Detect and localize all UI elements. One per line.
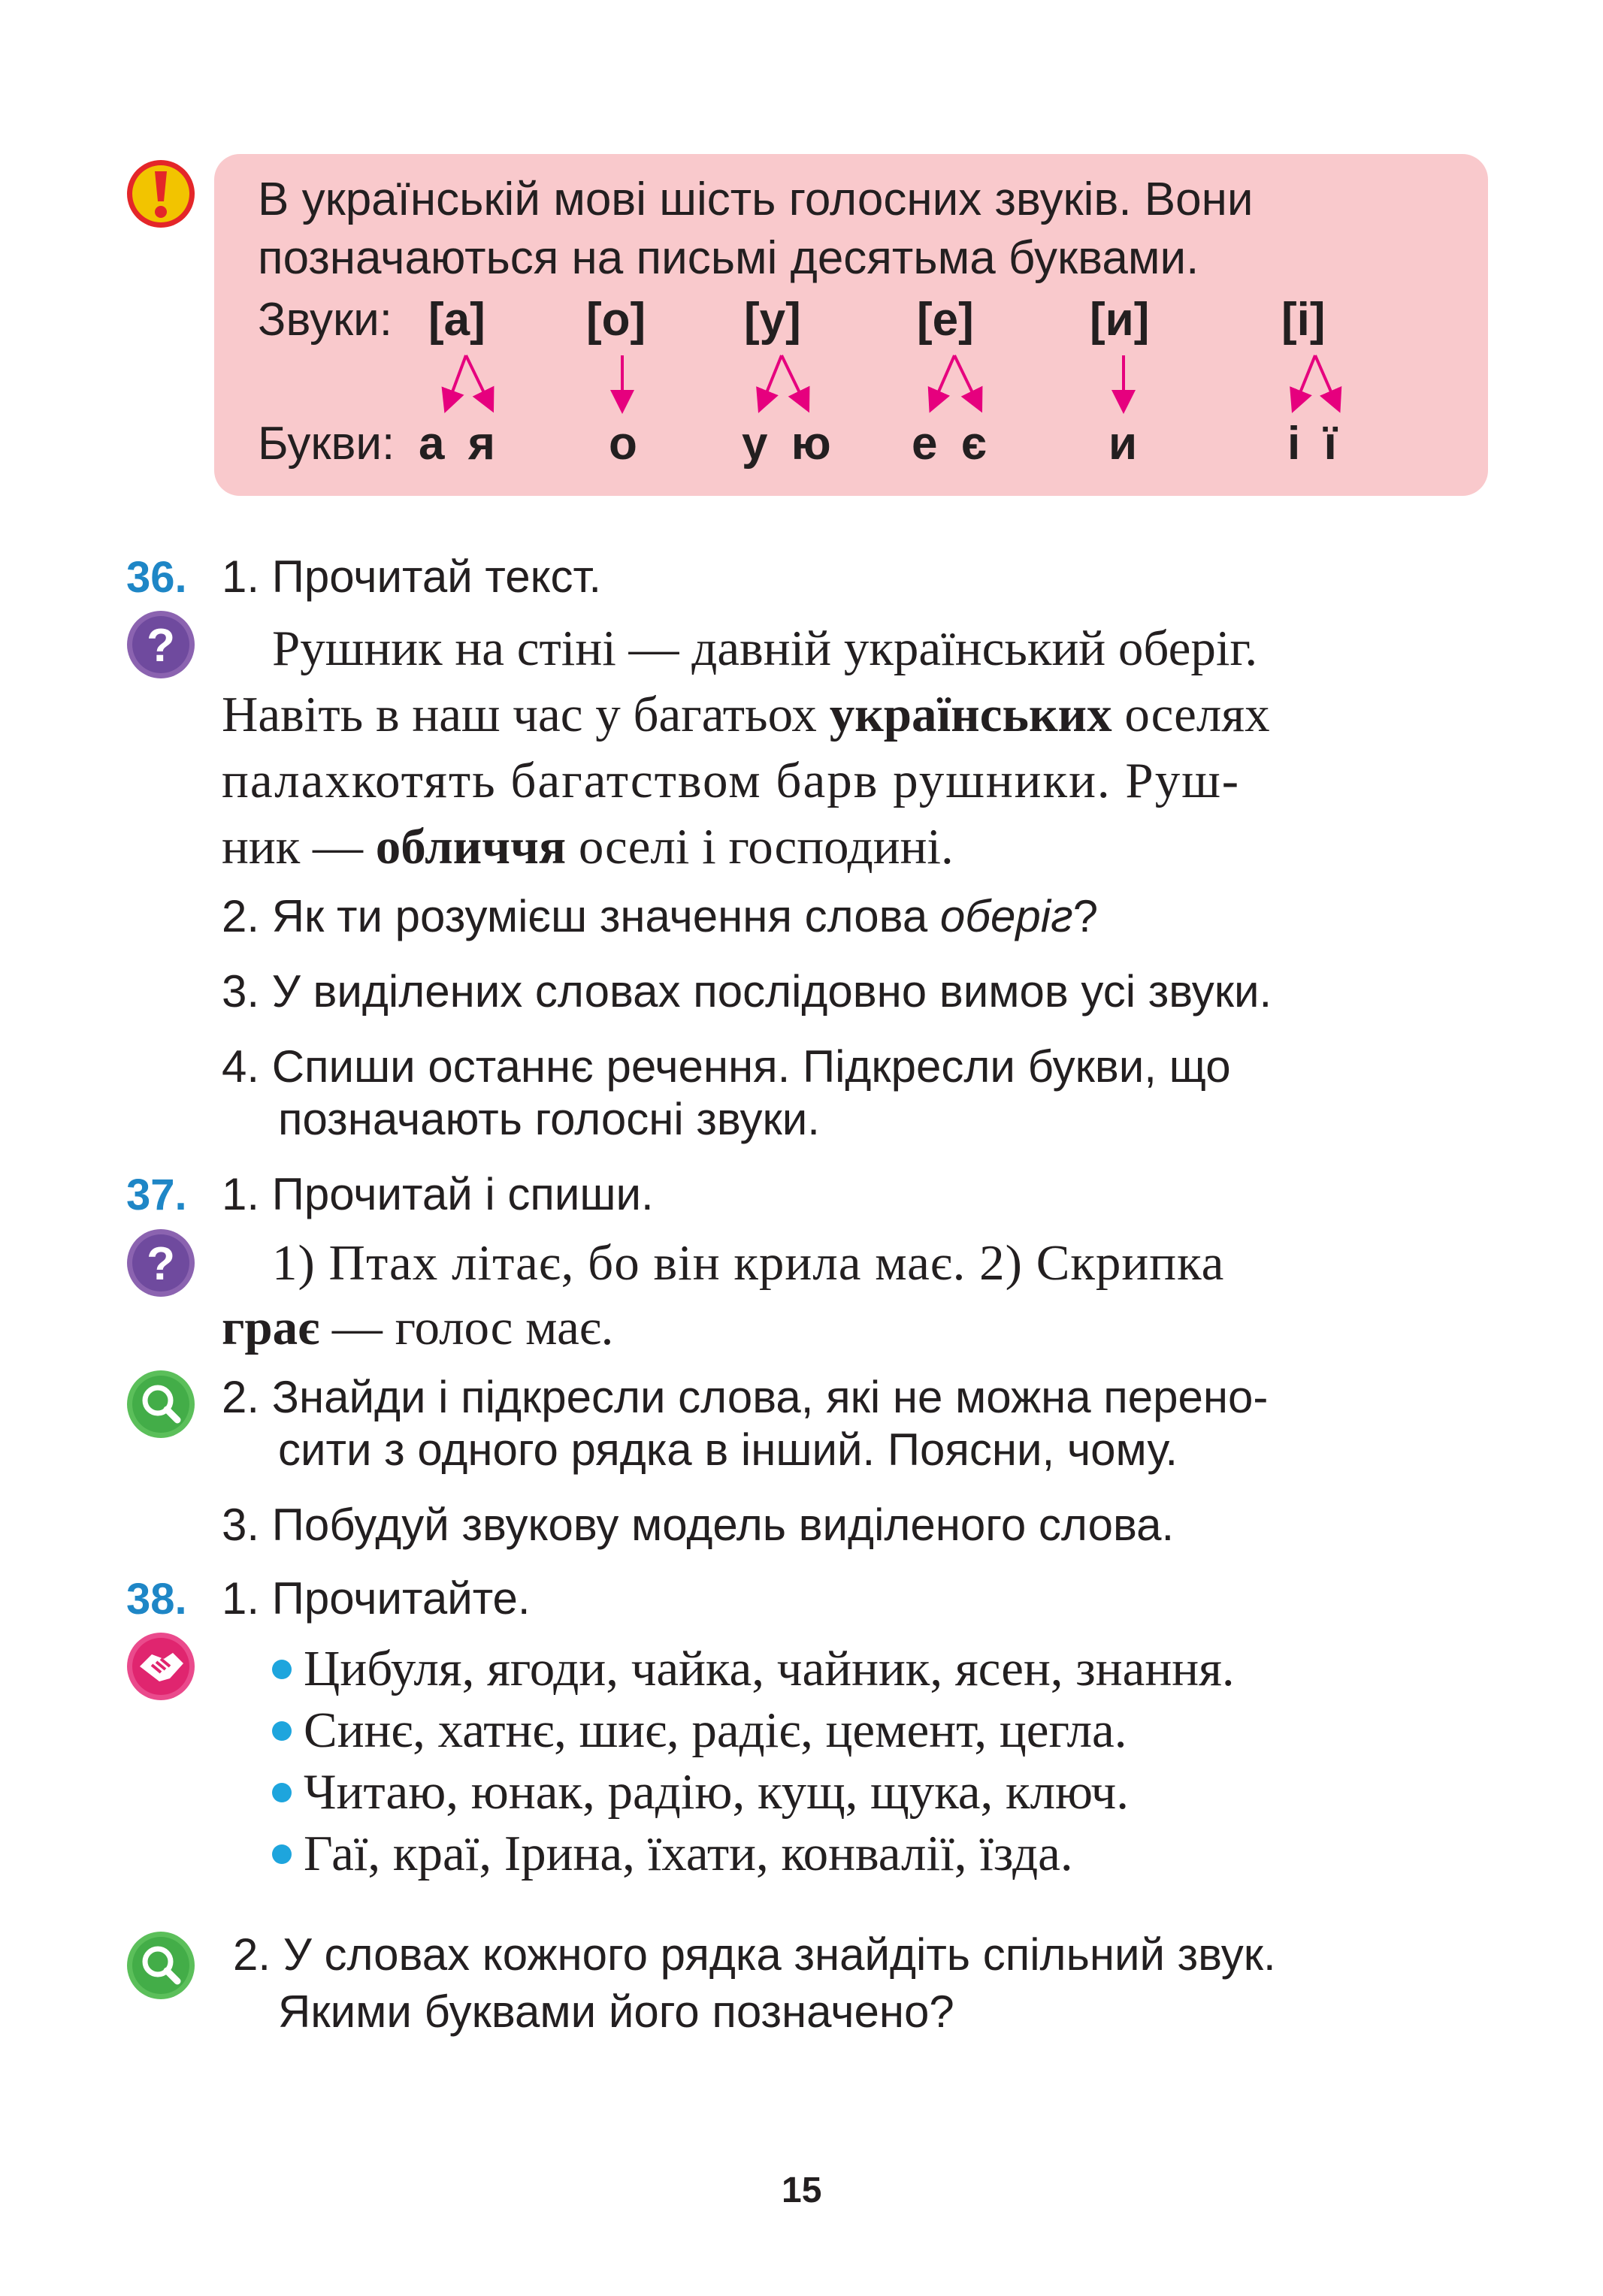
- exercise-38-task-2-line-1: 2. У словах кожного рядка знайдіть спільний звук.: [233, 1929, 1276, 1980]
- rule-line-2: позначаються на письмі десятьма буквами.: [258, 232, 1199, 284]
- exercise-36-task-3: 3. У виділених словах послідовно вимов усі звуки.: [222, 966, 1272, 1017]
- exercise-38-task-1: 1. Прочитайте.: [222, 1573, 531, 1624]
- bullet-icon: [272, 1844, 292, 1864]
- list-item: Читаю, юнак, радію, кущ, щука, ключ.: [272, 1767, 1129, 1817]
- letters-label: Букви:: [258, 418, 395, 470]
- exercise-36-number: 36.: [126, 553, 187, 602]
- handshake-icon: [126, 1632, 195, 1701]
- exercise-37-task-1: 1. Прочитай і спиши.: [222, 1169, 654, 1219]
- letters-i: і ї: [1287, 418, 1337, 470]
- rule-line-1: В українській мові шість голосних звуків. Вони: [258, 174, 1254, 225]
- question-icon: [126, 610, 195, 679]
- exercise-36-text-line-4: ник — обличчя оселі і господині.: [222, 819, 954, 875]
- bullet-icon: [272, 1721, 292, 1741]
- exercise-36-task-4-line-1: 4. Спиши останнє речення. Підкресли букви, що: [222, 1041, 1231, 1092]
- exercise-37-task-2-line-1: 2. Знайди і підкресли слова, які не можна перено-: [222, 1372, 1269, 1422]
- sound-y: [и]: [1090, 294, 1150, 346]
- letters-y: и: [1108, 418, 1138, 470]
- sounds-label: Звуки:: [258, 294, 393, 346]
- svg-text:?: ?: [147, 1238, 175, 1290]
- exercise-37-text-line-1: 1) Птах літає, бо він крила має. 2) Скрипка: [272, 1235, 1225, 1291]
- exercise-36-text-line-1: Рушник на стіні — давній український оберіг.: [272, 621, 1258, 676]
- sound-a: [а]: [428, 294, 485, 346]
- rule-box: [214, 154, 1488, 496]
- exercise-36-task-2: 2. Як ти розумієш значення слова оберіг?: [222, 891, 1099, 941]
- sound-i: [і]: [1281, 294, 1326, 346]
- exclamation-icon: [126, 159, 195, 228]
- exercise-36-text-line-3: палахкотять багатством барв рушники. Руш-: [222, 753, 1241, 808]
- exercise-36-task-4-line-2: позначають голосні звуки.: [278, 1094, 820, 1144]
- letters-e: е є: [912, 418, 987, 470]
- page-number: 15: [782, 2171, 822, 2210]
- bullet-icon: [272, 1660, 292, 1679]
- bullet-icon: [272, 1783, 292, 1802]
- exercise-37-task-2-line-2: сити з одного рядка в інший. Поясни, чому.: [278, 1424, 1178, 1475]
- letters-u: у ю: [742, 418, 831, 470]
- list-item: Синє, хатнє, шиє, радіє, цемент, цегла.: [272, 1705, 1127, 1756]
- sound-e: [е]: [917, 294, 974, 346]
- letters-a: а я: [419, 418, 495, 470]
- search-icon: [126, 1931, 195, 2000]
- exercise-37-number: 37.: [126, 1171, 187, 1219]
- exercise-38-number: 38.: [126, 1575, 187, 1624]
- exercise-36-task-1: 1. Прочитай текст.: [222, 551, 601, 602]
- list-item: Цибуля, ягоди, чайка, чайник, ясен, знання.: [272, 1644, 1235, 1694]
- sound-u: [у]: [744, 294, 801, 346]
- sound-o: [о]: [586, 294, 646, 346]
- letters-o: о: [609, 418, 637, 470]
- search-icon: [126, 1370, 195, 1439]
- exercise-38-task-2-line-2: Якими буквами його позначено?: [278, 1986, 954, 2037]
- exercise-37-text-line-2: грає — голос має.: [222, 1300, 614, 1355]
- svg-text:?: ?: [147, 620, 175, 672]
- question-icon: [126, 1228, 195, 1298]
- list-item: Гаї, краї, Ірина, їхати, конвалії, їзда.: [272, 1829, 1073, 1879]
- exercise-36-text-line-2: Навіть в наш час у багатьох українських оселях: [222, 687, 1270, 742]
- exercise-37-task-3: 3. Побудуй звукову модель виділеного слова.: [222, 1500, 1175, 1550]
